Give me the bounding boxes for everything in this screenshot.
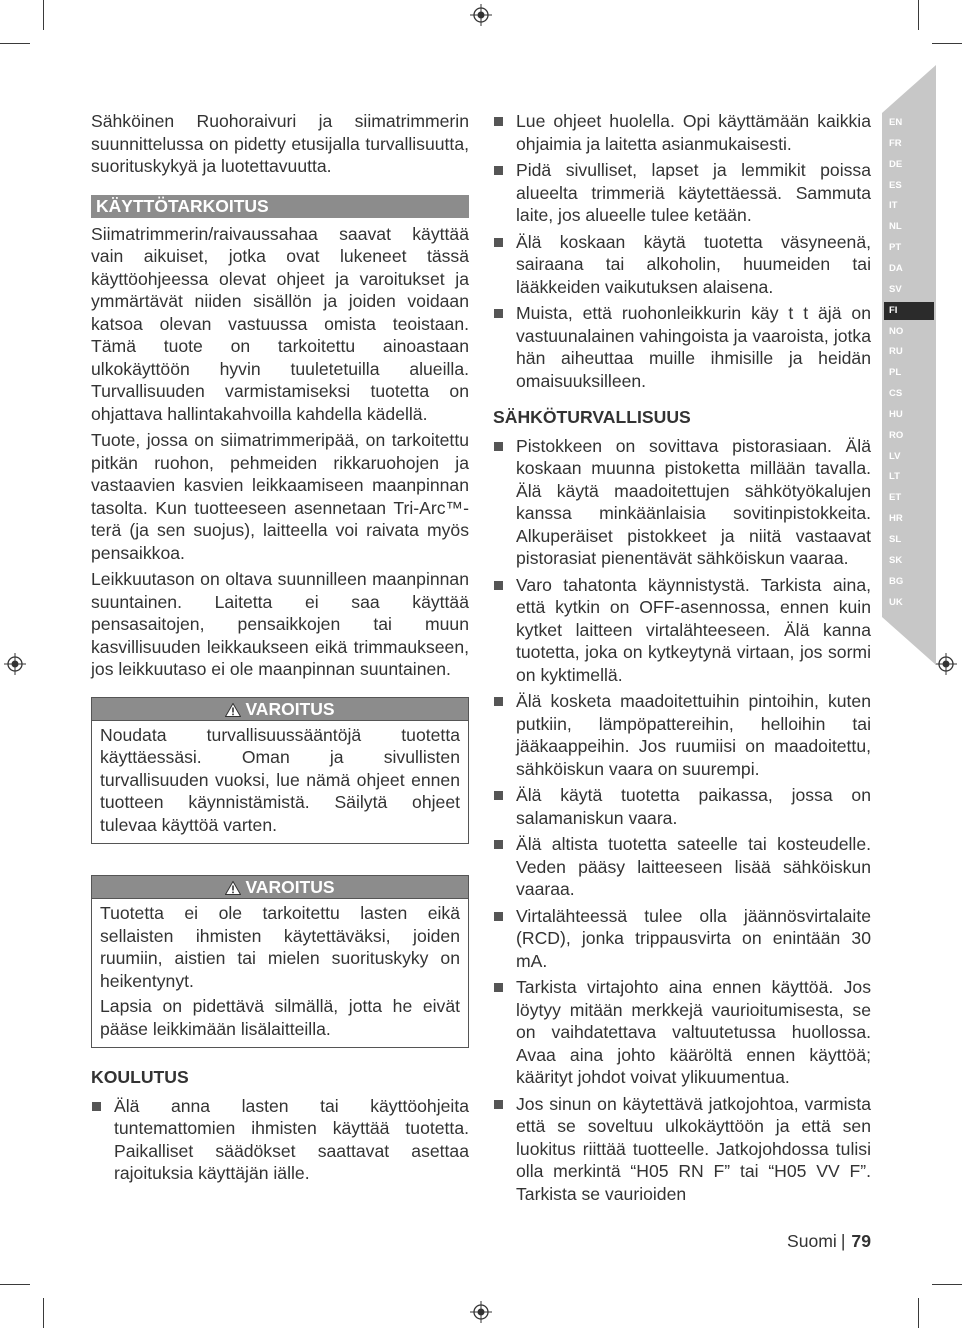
- crop-mark: [932, 43, 962, 44]
- square-bullet-icon: [494, 697, 503, 706]
- crop-mark: [43, 1298, 44, 1328]
- square-bullet-icon: [494, 983, 503, 992]
- warning-triangle-icon: [225, 703, 241, 717]
- warning-body: [92, 899, 468, 1047]
- warning-text: Lapsia on pidettävä silmällä, jotta he eivät pääse leikkimään lisälaitteilla.: [100, 996, 460, 1039]
- language-tab-nl: NL: [884, 218, 934, 236]
- warning-title: VAROITUS: [245, 877, 335, 897]
- square-bullet-icon: [494, 840, 503, 849]
- language-tab-sk: SK: [884, 552, 934, 570]
- language-tab-pt: PT: [884, 239, 934, 257]
- language-tab-cs: CS: [884, 385, 934, 403]
- registration-mark-icon: [470, 4, 492, 26]
- list-item-text: Virtalähteessä tulee olla jäännösvirtalaite (RCD), jonka trippausvirta on enintään 30 mA.: [516, 905, 871, 971]
- square-bullet-icon: [494, 309, 503, 318]
- left-column: [91, 110, 469, 1189]
- language-tab-it: IT: [884, 197, 934, 215]
- square-bullet-icon: [92, 1102, 101, 1111]
- warning-title: VAROITUS: [245, 698, 335, 719]
- list-item: [493, 302, 871, 392]
- language-tab-fr: FR: [884, 135, 934, 153]
- language-tab-lv: LV: [884, 448, 934, 466]
- list-item-text: Älä kosketa maadoitettuihin pintoihin, kuten putkiin, lämpöpattereihin, helloihin tai jääkaappeihin. Jos ruumiisi on maadoitettu, sähköiskun vaara on suurempi.: [516, 691, 871, 779]
- list-item-text: Pidä sivulliset, lapset ja lemmikit poissa alueelta trimmeriä käytettäessä. Sammuta laite, jos alueelle tulee ketään.: [516, 160, 871, 225]
- warning-header: [92, 876, 468, 899]
- section-heading-training: KOULUTUS: [91, 1067, 189, 1087]
- electrical-safety-list: [493, 435, 871, 1206]
- list-item-text: Pistokkeen on sovittava pistorasiaan. Älä koskaan muunna pistoketta millään tavalla. Älä käytä maadoitettujen sähkötyökalujen kanssa minkäänlaisia sovitinpistokkeita. Alkuperäiset pistokkeet ja niitä vastaavat pistorasiat pienentävät sähköiskun vaaraa.: [516, 435, 871, 568]
- section-heading-intended-use: KÄYTTÖTARKOITUS: [91, 195, 469, 218]
- registration-mark-icon: [4, 653, 26, 675]
- general-safety-list: [493, 110, 871, 392]
- list-item: [493, 110, 871, 155]
- warning-header: [92, 698, 468, 721]
- page-number: 79: [851, 1231, 871, 1251]
- square-bullet-icon: [494, 238, 503, 247]
- list-item-text: Lue ohjeet huolella. Opi käyttämään kaikkia ohjaimia ja laitetta asianmukaisesti.: [516, 111, 871, 154]
- language-tab-sl: SL: [884, 531, 934, 549]
- crop-mark: [918, 1298, 919, 1328]
- crop-mark: [918, 0, 919, 30]
- crop-mark: [0, 1284, 30, 1285]
- language-tab-ru: RU: [884, 343, 934, 361]
- list-item: [493, 1093, 871, 1206]
- list-item-text: Älä anna lasten tai käyttöohjeita tuntemattomien ihmisten käyttää tuotetta. Paikalliset säädökset saattavat asettaa rajoituksia käyttäjän iälle.: [114, 1095, 469, 1183]
- list-item-text: Muista, että ruohonleikkurin käy t t äjä on vastuunalainen vahingoista ja vaaroista, jotka hän aiheuttaa muille ihmisille ja heidän omaisuuksilleen.: [516, 303, 871, 391]
- language-tab-hr: HR: [884, 510, 934, 528]
- square-bullet-icon: [494, 1100, 503, 1109]
- list-item: [493, 574, 871, 687]
- warning-body: [92, 721, 468, 844]
- language-tab-ro: RO: [884, 427, 934, 445]
- square-bullet-icon: [494, 166, 503, 175]
- language-tab-da: DA: [884, 260, 934, 278]
- square-bullet-icon: [494, 117, 503, 126]
- language-tab-pl: PL: [884, 364, 934, 382]
- crop-mark: [43, 0, 44, 30]
- crop-mark: [0, 43, 30, 44]
- intended-use-paragraph: Tuote, jossa on siimatrimmeripää, on tarkoitettu pitkän ruohon, pehmeiden rikkaruohojen ja vastaavien kasvien leikkaamiseen maanpinnan tasolta. Kun tuotteeseen asennetaan Tri-Arc™-terä (ja sen suojus), laitteella voi raivata myös pensaikkoa.: [91, 430, 469, 563]
- list-item-text: Varo tahatonta käynnistystä. Tarkista aina, että kytkin on OFF-asennossa, ennen kuin kytket laitteen virtalähteeseen. Älä kanna tuotetta, joka on kytkeytynä virtaan, jos sormi on kyktimellä.: [516, 574, 871, 685]
- list-item: [493, 231, 871, 299]
- warning-box: [91, 875, 469, 1048]
- square-bullet-icon: [494, 912, 503, 921]
- footer-separator: |: [840, 1231, 846, 1251]
- language-tab-bg: BG: [884, 573, 934, 591]
- language-tabs: [882, 65, 936, 665]
- language-tab-sv: SV: [884, 281, 934, 299]
- intended-use-paragraph: Leikkuutason on oltava suunnilleen maanpinnan suuntainen. Laitetta ei saa käyttää pensasaitojen, pensaikkojen tai muun kasvillisuuden leikkaukseen eikä trimmaukseen, jos leikkuutaso ei ole maanpinnan suuntainen.: [91, 569, 469, 679]
- list-item-text: Älä käytä tuotetta paikassa, jossa on salamaniskun vaara.: [516, 785, 871, 828]
- list-item: [493, 833, 871, 901]
- page-footer: [787, 1231, 871, 1252]
- language-tab-uk: UK: [884, 594, 934, 612]
- list-item-text: Älä koskaan käytä tuotetta väsyneenä, sairaana tai alkoholin, huumeiden tai lääkkeiden vaikutuksen alaisena.: [516, 231, 871, 297]
- list-item: [493, 435, 871, 570]
- right-column: [493, 110, 871, 1209]
- language-tab-en: EN: [884, 114, 934, 132]
- language-tab-de: DE: [884, 156, 934, 174]
- footer-language: Suomi: [786, 1231, 837, 1251]
- language-tab-lt: LT: [884, 468, 934, 486]
- warning-triangle-icon: [225, 881, 241, 895]
- language-tab-no: NO: [884, 323, 934, 341]
- registration-mark-icon: [935, 653, 957, 675]
- list-item: [493, 784, 871, 829]
- list-item: [493, 976, 871, 1089]
- crop-mark: [932, 1284, 962, 1285]
- section-heading-electrical-safety: SÄHKÖTURVALLISUUS: [493, 407, 691, 427]
- warning-text: Noudata turvallisuussääntöjä tuotetta käyttäessäsi. Oman ja sivullisten turvallisuuden vuoksi, lue nämä ohjeet ennen tuotteen käynnistämistä. Säilytä ohjeet tulevaa käyttöä varten.: [100, 724, 460, 835]
- list-item: [91, 1095, 469, 1185]
- intro-paragraph: Sähköinen Ruohoraivuri ja siimatrimmerin suunnittelussa on pidetty etusijalla turvallisuutta, suorituskykyä ja luotettavuutta.: [91, 111, 469, 176]
- square-bullet-icon: [494, 581, 503, 590]
- language-tab-fi: FI: [884, 302, 934, 320]
- list-item-text: Jos sinun on käytettävä jatkojohtoa, varmista että se soveltuu ulkokäyttöön ja että sen luokitus riittää tuotteelle. Jatkojohdossa tulisi olla merkintä “H05 RN F” tai “H05 VV F”. Tarkista se vaurioiden: [516, 1093, 871, 1204]
- square-bullet-icon: [494, 791, 503, 800]
- language-tab-et: ET: [884, 489, 934, 507]
- list-item: [493, 690, 871, 780]
- language-tab-hu: HU: [884, 406, 934, 424]
- language-tab-es: ES: [884, 177, 934, 195]
- list-item-text: Tarkista virtajohto aina ennen käyttöä. Jos löytyy mitään merkkejä vaurioitumisesta, se on vaihdatettava valtuutetussa huollossa. Avaa aina johto kääröltä ennen käyttöä; käärityt johdot voivat ylikuumentua.: [516, 977, 871, 1087]
- warning-text: Tuotetta ei ole tarkoitettu lasten eikä sellaisten ihmisten käytettäväksi, joiden ruumiin, aistien tai mielen suorituskyky on heikentynyt.: [100, 903, 460, 991]
- list-item-text: Älä altista tuotetta sateelle tai kosteudelle. Veden pääsy laitteeseen lisää sähköiskun vaaraa.: [516, 834, 871, 899]
- square-bullet-icon: [494, 442, 503, 451]
- list-item: [493, 905, 871, 973]
- registration-mark-icon: [470, 1301, 492, 1323]
- intended-use-paragraph: Siimatrimmerin/raivaussahaa saavat käyttää vain aikuiset, jotka ovat lukeneet tässä käyttöohjeessa olevat ohjeet ja varoitukset ja ymmärtävät niiden sisällön ja joiden voidaan katsoa olevan vastuussa omista teoistaan. Tämä tuote on tarkoitettu ainoastaan ulkokäyttöön hyvin tuuletetuilla alueilla. Turvallisuuden varmistamiseksi tuotetta on ohjattava hallintakahvoilla kahdella kädellä.: [91, 223, 469, 424]
- list-item: [493, 159, 871, 227]
- warning-box: [91, 697, 469, 845]
- training-list: [91, 1095, 469, 1185]
